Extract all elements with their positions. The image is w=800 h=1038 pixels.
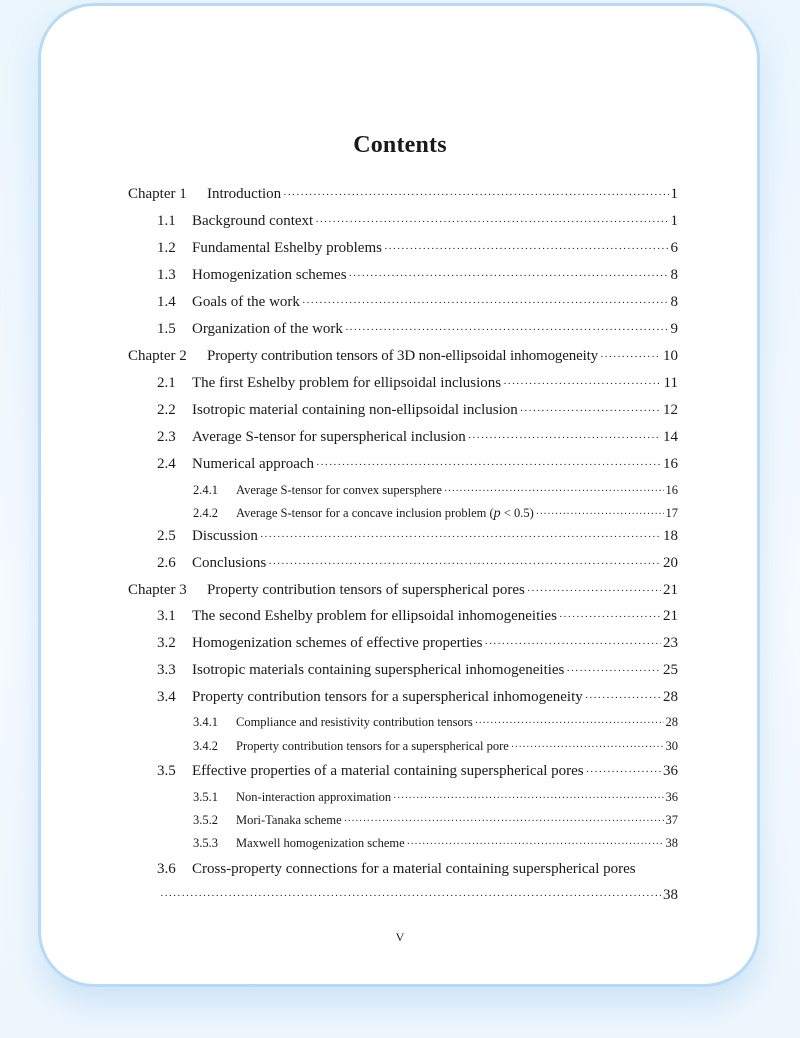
toc-title [236, 506, 534, 522]
toc-title: Non-interaction approximation [236, 790, 392, 804]
toc-entry-chapter-2[interactable] [128, 348, 678, 365]
leader-dots [315, 216, 668, 228]
toc-number: Chapter 3 [128, 582, 187, 598]
toc-title: Discussion [192, 528, 258, 544]
toc-entry-chapter-3[interactable] [128, 582, 678, 599]
toc-entry-2-5[interactable] [157, 528, 678, 545]
toc-title: Effective properties of a material containing superspherical pores [192, 763, 584, 779]
toc-title: Homogenization schemes [192, 267, 347, 283]
toc-page: 23 [663, 635, 678, 651]
toc-number: 2.1 [157, 375, 176, 391]
toc-entry-3-3[interactable] [157, 662, 678, 679]
toc-page: 20 [663, 555, 678, 571]
toc-entry-2-4-1[interactable] [193, 483, 678, 498]
toc-number: 2.2 [157, 402, 176, 418]
toc-number: 3.5.1 [193, 790, 218, 804]
toc-title: Fundamental Eshelby problems [192, 240, 382, 256]
toc-number: 2.4.2 [193, 506, 218, 520]
toc-number: 3.5.3 [193, 836, 218, 850]
toc-entry-1-3[interactable] [157, 267, 678, 284]
toc-page: 9 [670, 321, 678, 337]
toc-entry-3-4-1[interactable] [193, 715, 678, 730]
toc-number: 3.6 [157, 861, 176, 877]
toc-page: 14 [663, 429, 678, 445]
toc-title: Introduction [207, 186, 282, 202]
leader-dots [384, 243, 669, 255]
toc-title: Compliance and resistivity contribution tensors [236, 715, 473, 729]
toc-number: Chapter 1 [128, 186, 187, 202]
toc-title: Property contribution tensors of superspherical pores [207, 582, 525, 598]
toc-entry-3-6-continuation[interactable] [160, 887, 678, 904]
toc-number: 3.1 [157, 608, 176, 624]
toc-entry-1-4[interactable] [157, 294, 678, 311]
leader-dots [566, 665, 661, 677]
toc-title: Mori-Tanaka scheme [236, 813, 342, 827]
toc-entry-3-5-3[interactable] [193, 836, 678, 851]
leader-dots [559, 611, 661, 623]
toc-entry-1-5[interactable] [157, 321, 678, 338]
toc-page: 30 [665, 739, 678, 753]
leader-dots [345, 324, 669, 336]
toc-page: 11 [663, 375, 678, 391]
toc-title: Cross-property connections for a material containing superspherical pores [192, 861, 636, 877]
toc-number: 3.2 [157, 635, 176, 651]
toc-number: 1.3 [157, 267, 176, 283]
toc-page: 12 [663, 402, 678, 418]
toc-page: 28 [665, 715, 678, 729]
toc-page: 17 [665, 506, 678, 520]
toc-title: Homogenization schemes of effective properties [192, 635, 483, 651]
toc-page: 36 [665, 790, 678, 804]
toc-number: 1.4 [157, 294, 176, 310]
leader-dots [527, 585, 661, 597]
leader-dots [585, 692, 661, 704]
leader-dots [316, 459, 661, 471]
toc-title: Goals of the work [192, 294, 300, 310]
toc-title: Background context [192, 213, 314, 229]
toc-title: Property contribution tensors for a superspherical pore [236, 739, 509, 753]
toc-title: Maxwell homogenization scheme [236, 836, 405, 850]
leader-dots [349, 270, 669, 282]
toc-number: 2.4.1 [193, 483, 218, 497]
toc-title: Isotropic materials containing superspherical inhomogeneities [192, 662, 565, 678]
toc-entry-1-1[interactable] [157, 213, 678, 230]
toc-number: 2.4 [157, 456, 176, 472]
toc-entry-chapter-1[interactable] [128, 186, 678, 203]
toc-page: 25 [663, 662, 678, 678]
toc-entry-2-2[interactable] [157, 402, 678, 419]
leader-dots [444, 486, 664, 497]
toc-number: 3.4.1 [193, 715, 218, 729]
toc-title-text: Average S-tensor for a concave inclusion problem ( [236, 506, 494, 520]
toc-entry-2-1[interactable] [157, 375, 678, 392]
toc-title-text-end: < 0.5) [500, 506, 534, 520]
toc-page: 16 [665, 483, 678, 497]
toc-entry-3-5-2[interactable] [193, 813, 678, 828]
toc-page: 21 [663, 608, 678, 624]
toc-entry-2-6[interactable] [157, 555, 678, 572]
toc-number: 3.3 [157, 662, 176, 678]
leader-dots [503, 378, 661, 390]
toc-page: 36 [663, 763, 678, 779]
toc-page: 18 [663, 528, 678, 544]
toc-entry-3-4[interactable] [157, 689, 678, 706]
toc-entry-1-2[interactable] [157, 240, 678, 257]
leader-dots [536, 509, 664, 520]
toc-title: Average S-tensor for convex supersphere [236, 483, 442, 497]
toc-title: Property contribution tensors for a superspherical inhomogeneity [192, 689, 583, 705]
toc-number: 1.2 [157, 240, 176, 256]
toc-page: 6 [670, 240, 678, 256]
toc-number: 3.4 [157, 689, 176, 705]
toc-title: Isotropic material containing non-ellipsoidal inclusion [192, 402, 518, 418]
toc-page: 21 [663, 582, 678, 598]
leader-dots [475, 718, 664, 729]
leader-dots [344, 816, 664, 827]
toc-entry-3-6[interactable] [157, 861, 636, 878]
leader-dots [393, 793, 663, 804]
leader-dots [407, 839, 664, 850]
leader-dots [511, 742, 664, 753]
toc-page: 38 [663, 887, 678, 903]
toc-page: 1 [670, 186, 678, 202]
toc-page: 10 [663, 348, 678, 364]
toc-page: 8 [670, 267, 678, 283]
toc-entry-2-4-2[interactable] [193, 506, 678, 522]
leader-dots [160, 890, 661, 902]
toc-entry-2-4[interactable] [157, 456, 678, 473]
leader-dots [586, 766, 661, 778]
leader-dots [260, 531, 661, 543]
toc-title: Conclusions [192, 555, 267, 571]
toc-title: Average S-tensor for superspherical inclusion [192, 429, 466, 445]
toc-title: The second Eshelby problem for ellipsoidal inhomogeneities [192, 608, 557, 624]
toc-number: 3.5.2 [193, 813, 218, 827]
leader-dots [283, 189, 668, 201]
toc-title: The first Eshelby problem for ellipsoidal inclusions [192, 375, 502, 391]
toc-entry-3-5-1[interactable] [193, 790, 678, 805]
toc-title: Property contribution tensors of 3D non-ellipsoidal inhomogeneity [207, 348, 599, 364]
leader-dots [520, 405, 661, 417]
leader-dots [468, 432, 661, 444]
toc-page: 1 [670, 213, 678, 229]
leader-dots [484, 638, 661, 650]
toc-entry-3-2[interactable] [157, 635, 678, 652]
toc-page: 37 [665, 813, 678, 827]
toc-page: 16 [663, 456, 678, 472]
toc-number: 3.5 [157, 763, 176, 779]
toc-number: 2.6 [157, 555, 176, 571]
toc-entry-3-4-2[interactable] [193, 739, 678, 754]
toc-title: Organization of the work [192, 321, 343, 337]
toc-entry-3-5[interactable] [157, 763, 678, 780]
leader-dots [302, 297, 669, 309]
page-number-label: V [395, 930, 405, 944]
toc-entry-3-1[interactable] [157, 608, 678, 625]
leader-dots [600, 351, 661, 363]
variable-p: p [493, 506, 501, 521]
toc-number: 1.1 [157, 213, 176, 229]
toc-title: Numerical approach [192, 456, 315, 472]
toc-number: 2.3 [157, 429, 176, 445]
leader-dots [268, 558, 661, 570]
toc-number: 2.5 [157, 528, 176, 544]
toc-number: 1.5 [157, 321, 176, 337]
toc-page: 8 [670, 294, 678, 310]
toc-number: 3.4.2 [193, 739, 218, 753]
toc-page: 38 [665, 836, 678, 850]
toc-entry-2-3[interactable] [157, 429, 678, 446]
toc-page: 28 [663, 689, 678, 705]
page-title: Contents [353, 132, 447, 158]
toc-number: Chapter 2 [128, 348, 187, 364]
